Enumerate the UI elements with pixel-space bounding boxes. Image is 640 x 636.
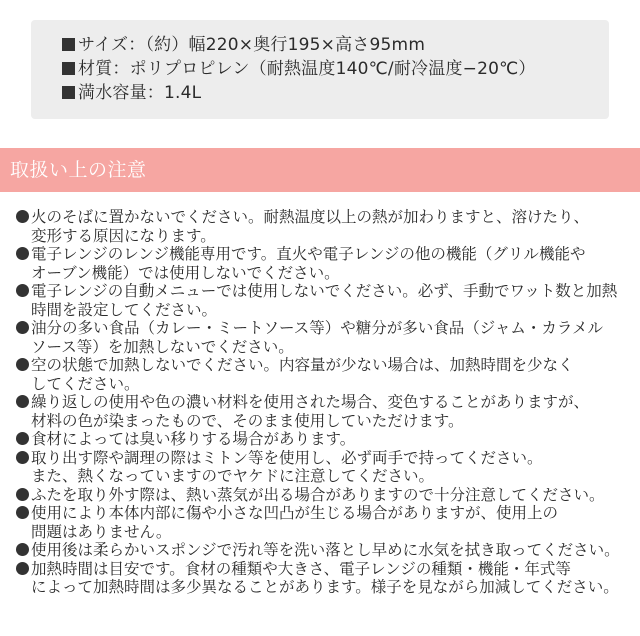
note-line (16, 282, 628, 301)
note-text: 電子レンジのレンジ機能専用です。直火や電子レンジの他の機能（グリル機能や (31, 245, 586, 263)
note-line (16, 319, 628, 338)
note-line (16, 245, 628, 264)
spec-capacity (62, 81, 536, 105)
note-text: によって加熱時間は多少異なることがあります。様子を見ながら加減してください。 (31, 578, 619, 596)
note-text: ふたを取り外す際は、熱い蒸気が出る場合がありますので十分注意してください。 (31, 485, 605, 504)
spec-material-text: 材質：ポリプロピレン（耐熱温度140℃/耐冷温度−20℃） (78, 59, 536, 79)
note-line (16, 301, 628, 320)
note-text: 時間を設定してください。 (31, 300, 218, 319)
bullet-icon (16, 358, 29, 371)
note-line (16, 541, 628, 560)
note-line (16, 393, 628, 412)
spec-size (62, 33, 536, 57)
note-text: 火のそばに置かないでください。耐熱温度以上の熱が加わりますと、溶けたり、 (31, 208, 590, 226)
bullet-icon (16, 562, 29, 575)
note-line (16, 467, 628, 486)
note-text: 空の状態で加熱しないでください。内容量が少ない場合は、加熱時間を少なく (31, 356, 574, 374)
spec-capacity-text: 満水容量：1.4L (78, 83, 202, 103)
note-text: また、熱くなっていますのでヤケドに注意してください。 (31, 467, 435, 485)
bullet-icon (16, 432, 29, 445)
note-text: 取り出す際や調理の際はミトン等を使用し、必ず両手で持ってください。 (31, 448, 543, 467)
note-text: 材料の色が染まったもので、そのまま使用していただけます。 (31, 411, 464, 430)
note-line (16, 523, 628, 542)
note-text: ソース等）を加熱しないでください。 (31, 337, 294, 356)
bullet-icon (16, 543, 29, 556)
note-text: 使用後は柔らかいスポンジで汚れ等を洗い落とし早めに水気を拭き取ってください。 (31, 541, 620, 559)
note-line (16, 504, 628, 523)
spec-list (62, 33, 536, 105)
note-text: 問題はありません。 (31, 522, 172, 541)
note-line (16, 578, 628, 597)
note-line (16, 430, 628, 449)
note-text: 食材によっては臭い移りする場合があります。 (31, 430, 356, 448)
bullet-icon (16, 321, 29, 334)
note-text: 繰り返しの使用や色の濃い材料を使用された場合、変色することがありますが、 (31, 393, 590, 411)
square-bullet-icon (62, 38, 75, 51)
note-line (16, 412, 628, 431)
note-line (16, 227, 628, 246)
square-bullet-icon (62, 86, 75, 99)
note-line (16, 486, 628, 505)
note-line (16, 449, 628, 468)
section-header (0, 148, 640, 192)
note-line (16, 375, 628, 394)
note-text: 油分の多い食品（カレー・ミートソース等）や糖分が多い食品（ジャム・カラメル (31, 319, 603, 337)
notes-list (16, 208, 628, 597)
note-text: 電子レンジの自動メニューでは使用しないでください。必ず、手動でワット数と加熱 (31, 282, 618, 300)
bullet-icon (16, 488, 29, 501)
bullet-icon (16, 451, 29, 464)
bullet-icon (16, 284, 29, 297)
note-line (16, 338, 628, 357)
spec-size-text: サイズ：（約）幅220×奥行195×高さ95mm (78, 35, 426, 55)
bullet-icon (16, 210, 29, 223)
square-bullet-icon (62, 62, 75, 75)
bullet-icon (16, 506, 29, 519)
bullet-icon (16, 247, 29, 260)
bullet-icon (16, 395, 29, 408)
note-line (16, 264, 628, 283)
note-text: 変形する原因になります。 (31, 226, 216, 245)
note-line (16, 356, 628, 375)
note-text: してください。 (31, 374, 140, 393)
note-line (16, 208, 628, 227)
section-title: 取扱い上の注意 (10, 159, 147, 181)
spec-material (62, 57, 536, 81)
note-text: 加熱時間は目安です。食材の種類や大きさ、電子レンジの種類・機能・年式等 (31, 559, 571, 578)
note-line (16, 560, 628, 579)
note-text: 使用により本体内部に傷や小さな凹凸が生じる場合がありますが、使用上の (31, 504, 559, 522)
note-text: オーブン機能）では使用しないでください。 (31, 263, 340, 282)
